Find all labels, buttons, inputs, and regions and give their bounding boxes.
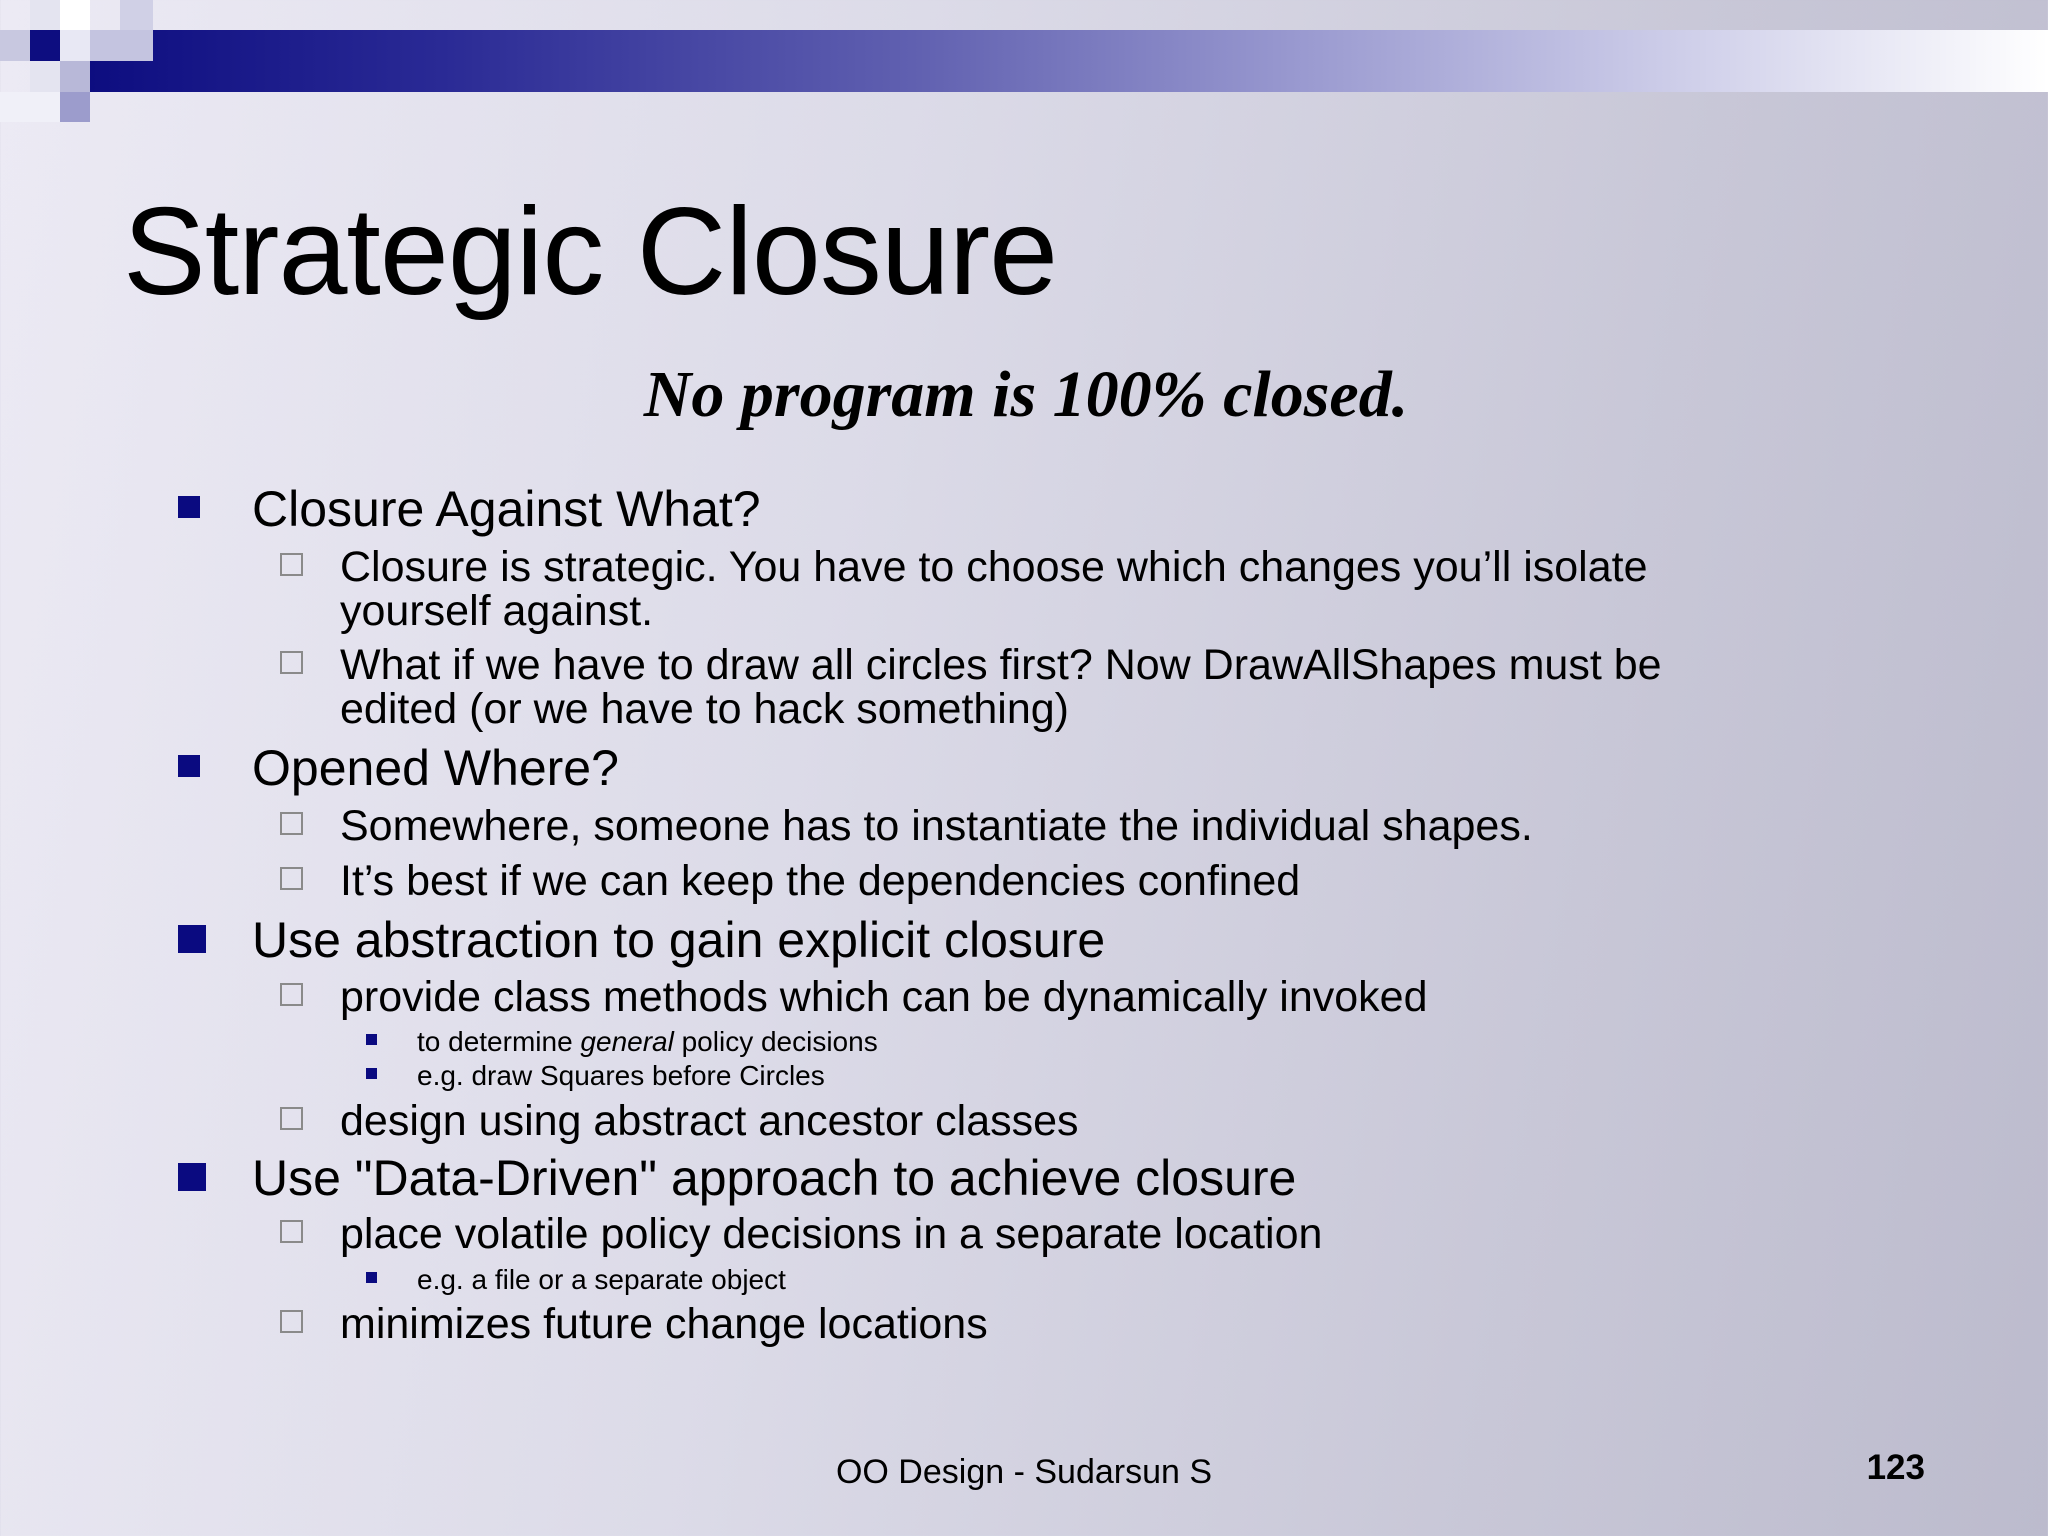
header-square [60,30,90,61]
bullet-text: Use "Data-Driven" approach to achieve closure [252,1150,1297,1206]
hollow-square-bullet-icon [280,1107,303,1130]
sub-bullet-text: provide class methods which can be dynamically invoked [340,973,1428,1021]
header-square [30,30,60,61]
sub-bullet-text: design using abstract ancestor classes [340,1097,1079,1145]
slide-footer: OO Design - Sudarsun S [835,1453,1213,1491]
sub-bullet-text: Closure is strategic. You have to choose which changes you’ll isolate yourself against. [340,543,1648,635]
header-square [30,0,60,30]
sub-bullet-text: place volatile policy decisions in a separate location [340,1210,1323,1258]
sub-sub-bullet-text: e.g. draw Squares before Circles [417,1060,825,1091]
bullet-text: Closure Against What? [252,481,761,537]
hollow-square-bullet-icon [280,1220,303,1243]
header-square [0,92,60,122]
bullet-text: Opened Where? [252,740,619,796]
bullet-square-icon [178,1163,206,1191]
hollow-square-bullet-icon [280,1310,303,1333]
bullet-square-icon [178,496,200,518]
small-square-bullet-icon [366,1034,377,1045]
bullet-square-icon [178,925,206,953]
sub-bullet-text: What if we have to draw all circles first? Now DrawAllShapes must be edited (or we have to hack something) [340,641,1662,733]
header-square [120,0,153,30]
bullet-square-icon [178,755,200,777]
bullet-text: Use abstraction to gain explicit closure [252,912,1106,968]
hollow-square-bullet-icon [280,812,303,835]
header-square [0,30,30,61]
header-square [60,0,90,30]
sub-sub-bullet-text: e.g. a file or a separate object [417,1264,786,1295]
header-square [30,61,60,92]
small-square-bullet-icon [366,1068,377,1079]
sub-sub-bullet-text: to determine general policy decisions [417,1026,878,1057]
sub-bullet-text: minimizes future change locations [340,1300,988,1348]
hollow-square-bullet-icon [280,983,303,1006]
sub-bullet-text: Somewhere, someone has to instantiate the individual shapes. [340,802,1533,850]
header-square [60,92,90,122]
page-number: 123 [1866,1448,1925,1487]
hollow-square-bullet-icon [280,651,303,674]
hollow-square-bullet-icon [280,553,303,576]
sub-bullet-text: It’s best if we can keep the dependencies confined [340,857,1301,905]
small-square-bullet-icon [366,1272,377,1283]
header-square [60,61,90,92]
header-gradient-bar [90,30,2048,92]
hollow-square-bullet-icon [280,867,303,890]
header-square [90,30,153,61]
slide-subtitle: No program is 100% closed. [643,358,1409,431]
emphasis-text: general [580,1026,674,1057]
slide-title: Strategic Closure [123,183,1058,321]
